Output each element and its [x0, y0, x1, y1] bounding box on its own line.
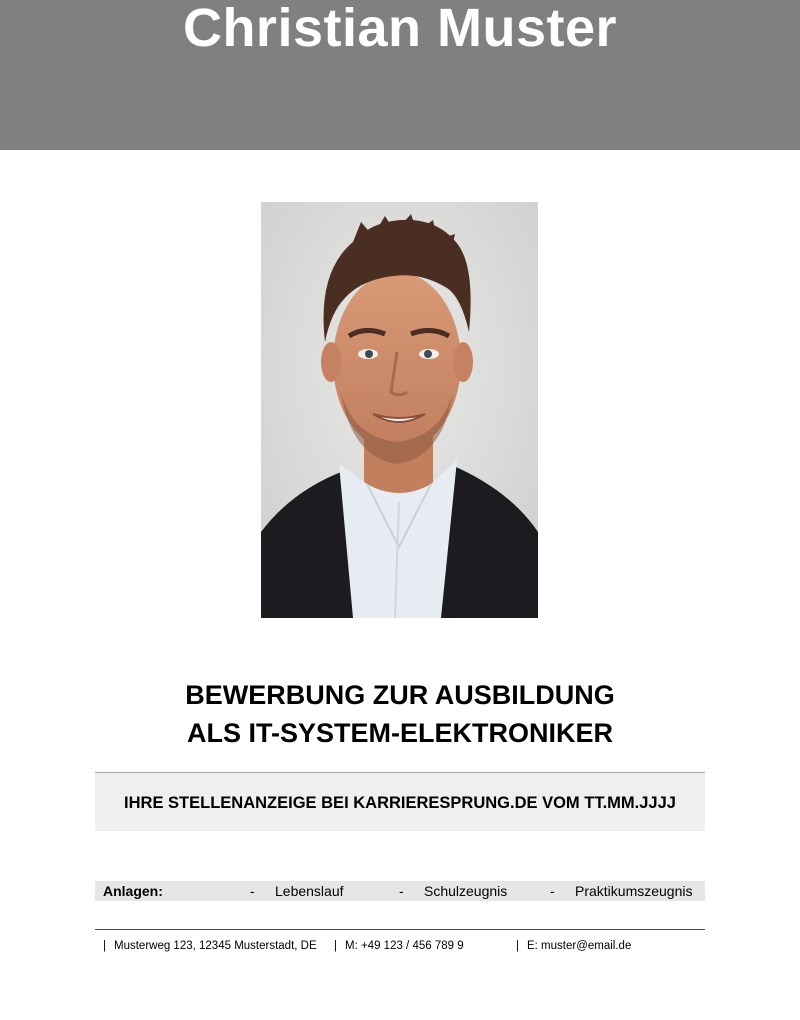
- title-line-2: ALS IT-SYSTEM-ELEKTRONIKER: [186, 718, 613, 748]
- footer-separator: |: [516, 940, 519, 952]
- attachment-separator: -: [250, 883, 255, 899]
- title-line-1: BEWERBUNG ZUR AUSBILDUNG: [185, 680, 615, 710]
- footer-divider: [95, 929, 705, 930]
- attachment-separator: -: [399, 883, 404, 899]
- application-title: [0, 676, 800, 752]
- attachments-bar: [95, 881, 705, 901]
- applicant-photo: [261, 202, 538, 618]
- job-ad-reference: IHRE STELLENANZEIGE BEI KARRIERESPRUNG.DE VOM TT.MM.JJJJ: [124, 794, 676, 812]
- footer-phone: M: +49 123 / 456 789 9: [345, 940, 464, 952]
- footer-address: Musterweg 123, 12345 Musterstadt, DE: [114, 940, 317, 952]
- attachment-item: Schulzeugnis: [424, 883, 508, 899]
- attachment-item: Lebenslauf: [275, 883, 344, 899]
- attachment-item: Praktikumszeugnis: [575, 883, 693, 899]
- job-ad-box: [95, 772, 705, 831]
- applicant-name: Christian Muster: [182, 0, 618, 58]
- footer-separator: |: [334, 940, 337, 952]
- footer-separator: |: [103, 940, 106, 952]
- attachment-separator: -: [550, 883, 555, 899]
- attachments-label: Anlagen:: [103, 883, 163, 899]
- header-banner: [0, 0, 800, 150]
- footer-email: E: muster@email.de: [527, 940, 632, 952]
